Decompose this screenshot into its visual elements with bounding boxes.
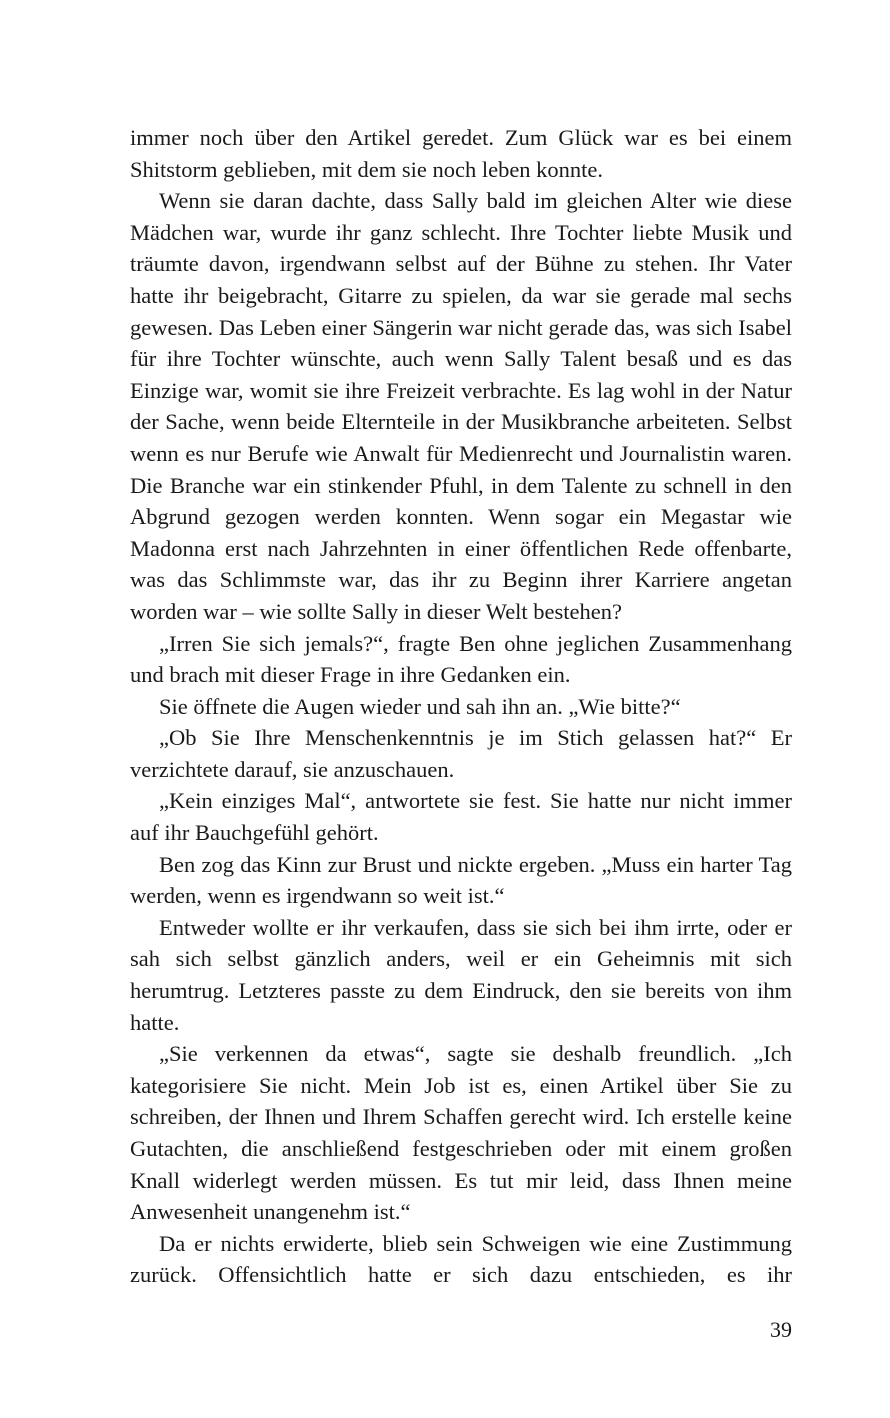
paragraph-10: Da er nichts erwiderte, blieb sein Schweigen wie eine Zustimmung zurück. Offensichtlich hatte er sich dazu entschieden, es ihr bbox=[130, 1230, 792, 1288]
paragraph-7: Ben zog das Kinn zur Brust und nickte ergeben. „Muss ein harter Tag werden, wenn es irgendwann so weit ist.“ bbox=[130, 851, 792, 909]
page-number: 39 bbox=[770, 1317, 792, 1342]
paragraph-5: „Ob Sie Ihre Menschenkenntnis je im Stich gelassen hat?“ Er verzichtete darauf, sie anzuschauen. bbox=[130, 725, 792, 782]
paragraph-8: Entweder wollte er ihr verkaufen, dass sie sich bei ihm irrte, oder er sah sich selbst gänzlich anders, weil er ein Geheimnis mit sich herumtrug. Letzteres passte zu dem Eindruck, den sie bereits von ihm hatte. bbox=[130, 914, 792, 1035]
paragraph-4: Sie öffnete die Augen wieder und sah ihn an. „Wie bitte?“ bbox=[159, 693, 681, 719]
body-text bbox=[130, 122, 792, 1291]
paragraph-1: immer noch über den Artikel geredet. Zum Glück war es bei einem Shitstorm geblieben, mit dem sie noch leben konnte. bbox=[130, 125, 792, 182]
paragraph-6: „Kein einziges Mal“, antwortete sie fest. Sie hatte nur nicht immer auf ihr Bauchgefühl gehört. bbox=[130, 788, 792, 846]
paragraph-3: „Irren Sie sich jemals?“, fragte Ben ohne jeglichen Zusammenhang und brach mit dieser Frage in ihre Gedanken ein. bbox=[130, 630, 792, 688]
paragraph-2: Wenn sie daran dachte, dass Sally bald im gleichen Alter wie diese Mädchen war, wurde ihr ganz schlecht. Ihre Tochter liebte Musik und träumte davon, irgendwann selbst auf der Bühne zu stehen. Ihr Vater hatte ihr beigebracht, Gitarre zu spielen, da war sie gerade mal sechs gewesen. Das Leben einer Sängerin war nicht gerade das, was sich Isabel für ihre Tochter wünschte, auch wenn Sally Talent besaß und es das Einzige war, womit sie ihre Freizeit verbrachte. Es lag wohl in der Natur der Sache, wenn beide Elternteile in der Musikbranche arbeiteten. Selbst wenn es nur Berufe wie Anwalt für Medienrecht und Journalistin waren. Die Branche war ein stinkender Pfuhl, in dem Talente zu schnell in den Abgrund gezogen werden konnten. Wenn sogar ein Megastar wie Madonna erst nach Jahrzehnten in einer öffentlichen Rede offenbarte, was das Schlimmste war, das ihr zu Beginn ihrer Karriere angetan worden war – wie sollte Sally in dieser Welt bestehen? bbox=[130, 188, 792, 624]
paragraph-9: „Sie verkennen da etwas“, sagte sie deshalb freundlich. „Ich kategorisiere Sie nicht. Mein Job ist es, einen Artikel über Sie zu schreiben, der Ihnen und Ihrem Schaffen gerecht wird. Ich erstelle keine Gutachten, die anschließend festgeschrieben oder mit einem großen Knall widerlegt werden müssen. Es tut mir leid, dass Ihnen meine Anwesenheit unangenehm ist.“ bbox=[130, 1041, 792, 1225]
